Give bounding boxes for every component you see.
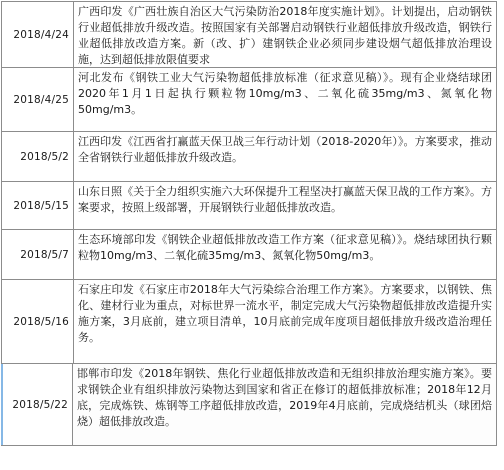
description-cell: 石家庄印发《石家庄市2018年大气污染综合治理工作方案》。方案要求，以钢铁、焦化、建材行业为重点，对标世界一流水平，制定完成大气污染物超低排放改造提升实施方案，3月底前，建立项目清单，10月底前完成年度项目超低排放升级改造治理任务。 — [74, 280, 497, 363]
policy-table — [1, 1, 497, 446]
table-row — [2, 364, 497, 446]
date-cell: 2018/5/15 — [2, 182, 74, 229]
table-row — [2, 132, 497, 182]
table-row — [2, 182, 497, 230]
table-row — [2, 68, 497, 132]
description-cell: 邯郸市印发《2018年钢铁、焦化行业超低排放改造和无组织排放治理实施方案》。要求钢铁企业有组织排放污染物达到国家和省正在修订的超低排放标准；2018年12月底，完成炼铁、炼钢等工序超低排放改造，2019年4月底前，完成烧结机头（球团焙烧）超低排放改造。 — [73, 364, 497, 445]
description-cell: 广西印发《广西壮族自治区大气污染防治2018年度实施计划》。计划提出，启动钢铁行业超低排放升级改造。按照国家有关部署启动钢铁行业超低排放升级改造，钢铁行业超低排放改造方案。新（改、扩）建钢铁企业必须同步建设烟气超低排放治理设施，达到超低排放限值要求 — [74, 2, 497, 67]
date-cell: 2018/5/22 — [1, 364, 73, 445]
table-row — [2, 2, 497, 68]
table-row — [2, 230, 497, 280]
description-cell: 山东日照《关于全力组织实施六大环保提升工程坚决打赢蓝天保卫战的工作方案》。方案要求，按照上级部署，开展钢铁行业超低排放改造。 — [74, 182, 497, 229]
date-cell: 2018/5/7 — [2, 230, 74, 279]
date-cell: 2018/5/16 — [2, 280, 74, 363]
description-cell: 河北发布《钢铁工业大气污染物超低排放标准（征求意见稿）》。现有企业烧结球团2020年1月1日起执行颗粒物10mg/m3、二氧化硫35mg/m3、氮氧化物50mg/m3。 — [74, 68, 497, 131]
description-cell: 江西印发《江西省打赢蓝天保卫战三年行动计划（2018-2020年）》。方案要求，推动全省钢铁行业超低排放升级改造。 — [74, 132, 497, 181]
table-row — [2, 280, 497, 364]
date-cell: 2018/4/25 — [2, 68, 74, 131]
date-cell: 2018/4/24 — [2, 2, 74, 67]
description-cell: 生态环境部印发《钢铁企业超低排放改造工作方案（征求意见稿）》。烧结球团执行颗粒物10mg/m3、二氧化硫35mg/m3、氮氧化物50mg/m3。 — [74, 230, 497, 279]
date-cell: 2018/5/2 — [2, 132, 74, 181]
